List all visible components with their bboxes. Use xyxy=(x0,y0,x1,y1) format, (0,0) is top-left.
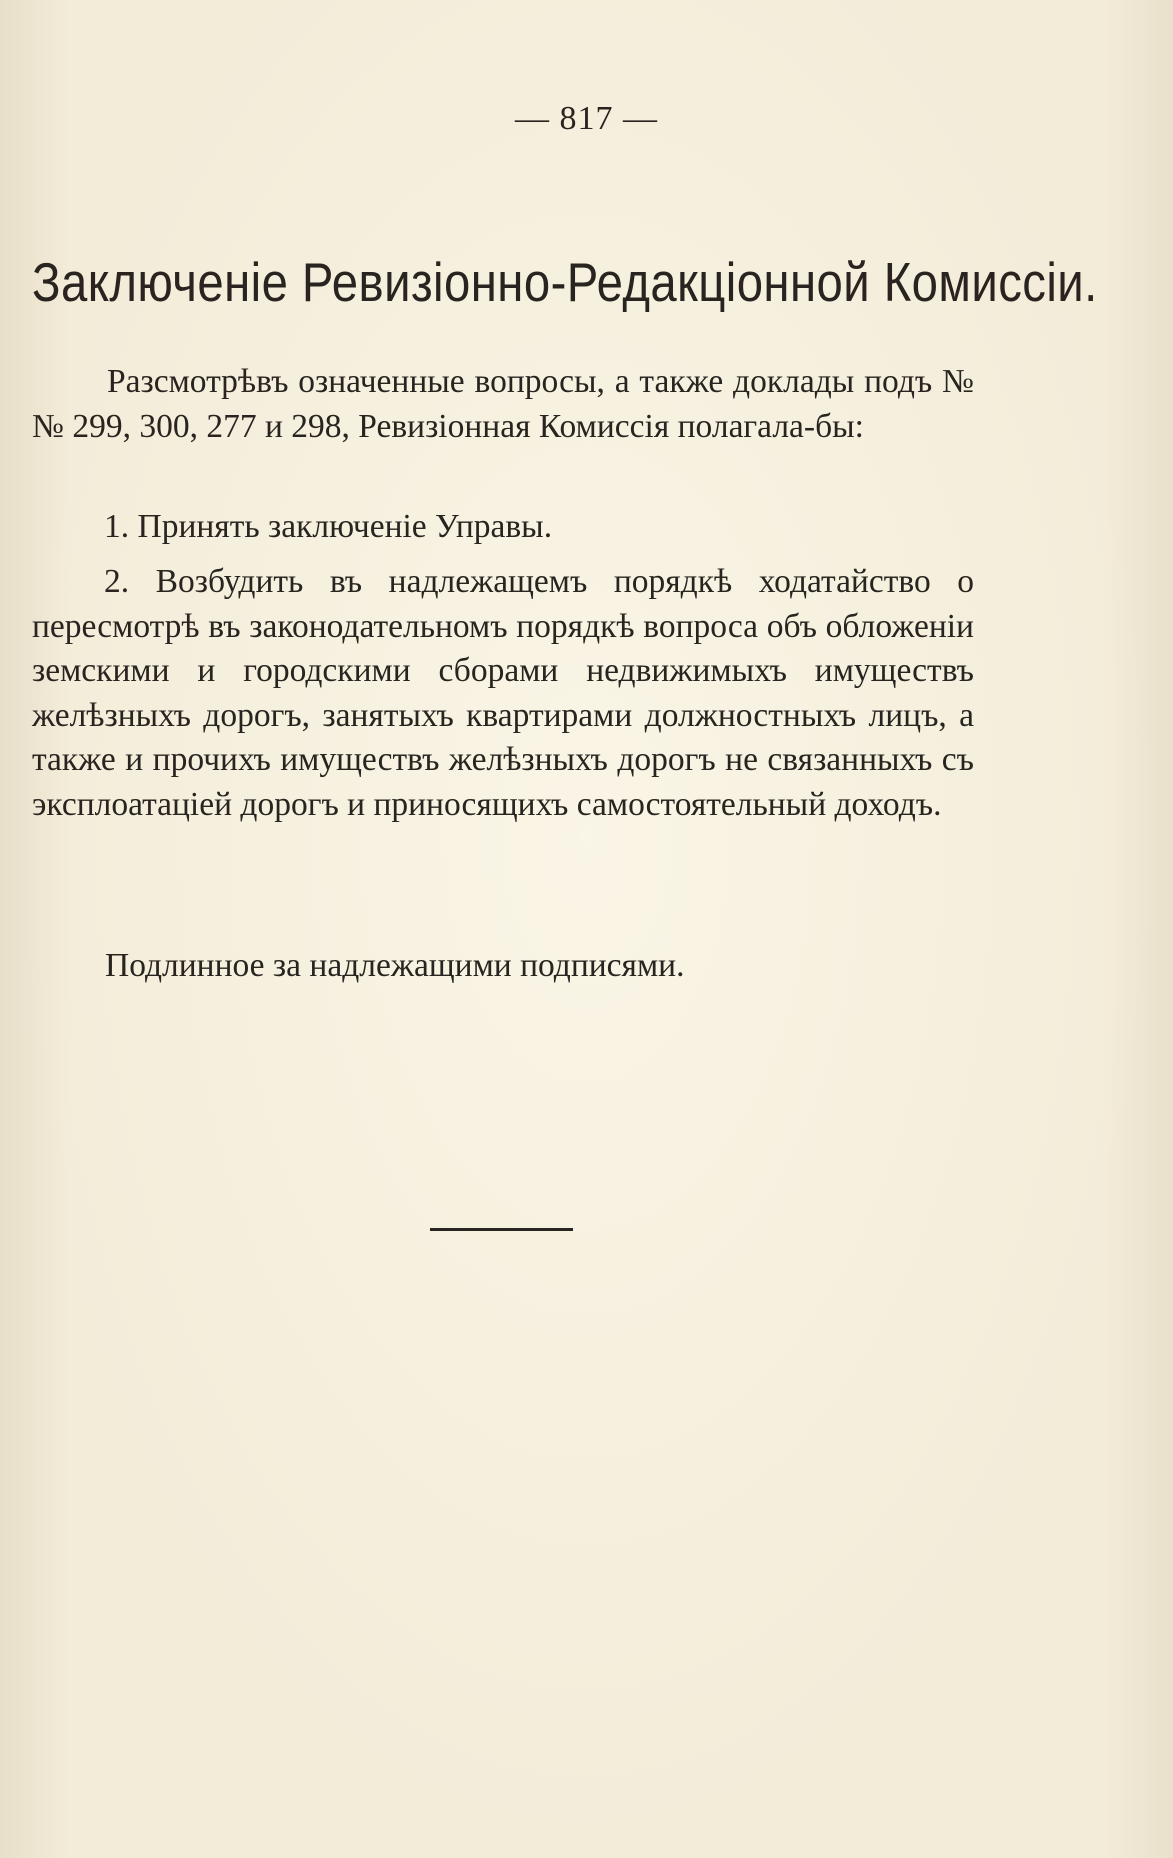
resolution-item-2: 2. Возбудить въ надлежащемъ порядкѣ ходатайство о пересмотрѣ въ законодательномъ порядкѣ вопроса объ обложеніи земскими и городскими сборами недвижимыхъ имуществъ желѣзныхъ дорогъ, занятыхъ квартирами должностныхъ лицъ, а также и прочихъ имуществъ желѣзныхъ дорогъ не связанныхъ съ эксплоатаціей дорогъ и приносящихъ самостоятельный доходъ. xyxy=(32,563,974,823)
closing-divider xyxy=(430,1228,573,1231)
page-title: Заключеніе Ревизіонно-Редакціонной Комиссіи. xyxy=(32,251,1098,313)
resolution-item-1: 1. Принять заключеніе Управы. xyxy=(104,508,553,545)
page-number: — 817 — xyxy=(515,100,658,137)
signature-note: Подлинное за надлежащими подписями. xyxy=(105,947,685,984)
intro-paragraph: Разсмотрѣвъ означенные вопросы, а также доклады подъ №№ 299, 300, 277 и 298, Ревизіонная Комиссія полагала-бы: xyxy=(32,363,974,445)
